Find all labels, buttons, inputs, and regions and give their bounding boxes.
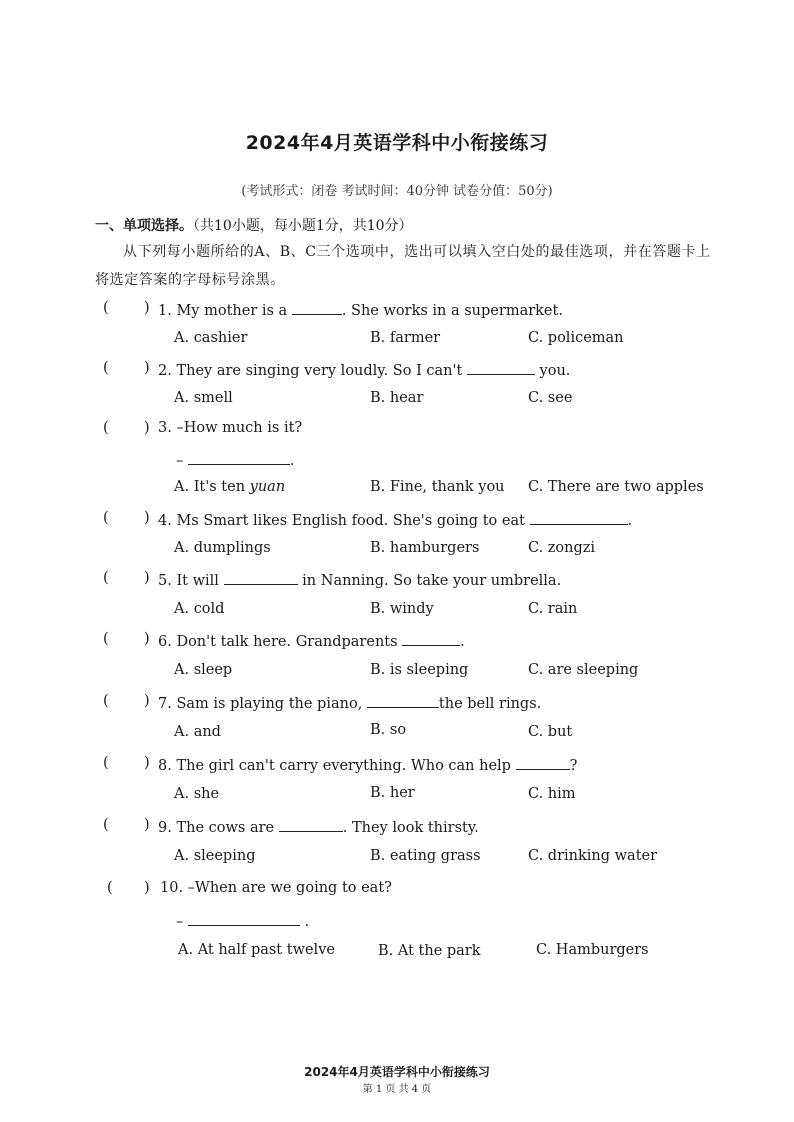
stem-after-blank: . They look thirsty. bbox=[342, 820, 479, 836]
option-b[interactable]: B. so bbox=[370, 722, 407, 738]
answer-paren-close: ) bbox=[144, 817, 150, 833]
question-number: 7. bbox=[158, 696, 172, 712]
stem-before-blank: It will bbox=[176, 573, 219, 589]
option-b[interactable]: B. her bbox=[370, 785, 415, 801]
section-instruction: 从下列每小题所给的A、B、C三个选项中，选出可以填入空白处的最佳选项，并在答题卡上将选定答案的字母标号涂黑。 bbox=[95, 244, 711, 288]
response-line: – . bbox=[176, 911, 309, 930]
stem-text: –How much is it? bbox=[176, 420, 303, 436]
option-a[interactable]: A. and bbox=[174, 724, 221, 740]
option-c[interactable]: C. but bbox=[528, 724, 573, 740]
option-b[interactable]: B. At the park bbox=[378, 943, 481, 959]
answer-paren-close: ) bbox=[144, 510, 150, 526]
option-a[interactable] bbox=[174, 479, 285, 495]
option-a[interactable]: A. At half past twelve bbox=[178, 942, 335, 958]
question-number: 2. bbox=[158, 363, 172, 379]
question-number: 6. bbox=[158, 634, 172, 650]
question-number: 8. bbox=[158, 758, 172, 774]
stem-after-blank: . She works in a supermarket. bbox=[341, 303, 563, 319]
stem-after-blank: the bell rings. bbox=[438, 696, 542, 712]
option-c[interactable]: C. are sleeping bbox=[528, 662, 639, 678]
answer-paren-close: ) bbox=[144, 570, 150, 586]
answer-paren-close: ) bbox=[144, 755, 150, 771]
option-c[interactable]: C. drinking water bbox=[528, 848, 658, 864]
answer-paren-open[interactable]: ( bbox=[103, 420, 109, 436]
answer-blank bbox=[188, 911, 300, 926]
answer-paren-close: ) bbox=[144, 880, 150, 896]
question-number: 3. bbox=[158, 420, 172, 436]
page-title: 2024年4月英语学科中小衔接练习 bbox=[245, 132, 549, 154]
stem-before-blank: They are singing very loudly. So I can't bbox=[176, 363, 463, 379]
answer-paren-close: ) bbox=[144, 693, 150, 709]
option-c[interactable]: C. zongzi bbox=[528, 540, 596, 556]
option-c[interactable]: C. Hamburgers bbox=[536, 942, 649, 958]
question-number: 1. bbox=[158, 303, 172, 319]
option-b[interactable]: B. windy bbox=[370, 601, 434, 617]
question-number: 5. bbox=[158, 573, 172, 589]
answer-paren-open[interactable]: ( bbox=[103, 631, 109, 647]
exam-info: (考试形式：闭卷 考试时间：40分钟 试卷分值：50分) bbox=[241, 184, 553, 199]
option-a[interactable]: A. cold bbox=[174, 601, 225, 617]
answer-paren-open[interactable]: ( bbox=[107, 880, 113, 896]
question-stem bbox=[158, 755, 577, 774]
stem-after-blank: you. bbox=[539, 363, 571, 379]
question-number: 10. bbox=[160, 880, 184, 896]
page-number: 第 1 页 共 4 页 bbox=[362, 1084, 432, 1095]
answer-paren-close: ) bbox=[144, 300, 150, 316]
option-a[interactable]: A. she bbox=[174, 786, 220, 802]
option-b[interactable]: B. farmer bbox=[370, 330, 441, 346]
section-name: 单项选择。 bbox=[123, 218, 193, 234]
question-stem bbox=[160, 880, 392, 896]
question-stem bbox=[158, 300, 563, 319]
stem-text: –When are we going to eat? bbox=[187, 880, 392, 896]
answer-paren-open[interactable]: ( bbox=[103, 570, 109, 586]
option-a[interactable]: A. dumplings bbox=[174, 540, 271, 556]
question-stem bbox=[158, 817, 479, 836]
answer-blank bbox=[530, 510, 628, 525]
option-a[interactable]: A. cashier bbox=[174, 330, 248, 346]
stem-after-blank: . bbox=[627, 513, 633, 529]
question-number: 4. bbox=[158, 513, 172, 529]
answer-blank bbox=[279, 817, 343, 832]
answer-blank bbox=[402, 631, 460, 646]
question-stem bbox=[158, 420, 302, 436]
answer-paren-open[interactable]: ( bbox=[103, 510, 109, 526]
option-a[interactable]: A. smell bbox=[174, 390, 233, 406]
response-line: – . bbox=[176, 450, 294, 469]
question-stem bbox=[158, 360, 570, 379]
footer-title: 2024年4月英语学科中小衔接练习 bbox=[304, 1065, 490, 1079]
answer-paren-open[interactable]: ( bbox=[103, 755, 109, 771]
answer-paren-close: ) bbox=[144, 360, 150, 376]
answer-blank bbox=[292, 300, 342, 315]
answer-paren-open[interactable]: ( bbox=[103, 817, 109, 833]
option-a[interactable]: A. sleep bbox=[174, 662, 233, 678]
answer-paren-open[interactable]: ( bbox=[103, 300, 109, 316]
section-heading bbox=[95, 215, 413, 235]
stem-after-blank: . bbox=[460, 634, 465, 650]
option-a[interactable]: A. sleeping bbox=[174, 848, 256, 864]
option-b[interactable]: B. eating grass bbox=[370, 848, 481, 864]
answer-paren-close: ) bbox=[144, 420, 150, 436]
stem-after-blank: in Nanning. So take your umbrella. bbox=[302, 573, 562, 589]
option-c[interactable]: C. him bbox=[528, 786, 576, 802]
stem-before-blank: My mother is a bbox=[176, 303, 288, 319]
stem-before-blank: Don't talk here. Grandparents bbox=[176, 634, 398, 650]
section-detail: （共10小题，每小题1分，共10分） bbox=[193, 218, 413, 234]
stem-before-blank: Sam is playing the piano, bbox=[176, 696, 363, 712]
stem-before-blank: The cows are bbox=[176, 820, 275, 836]
option-b[interactable]: B. is sleeping bbox=[370, 662, 469, 678]
answer-paren-open[interactable]: ( bbox=[103, 360, 109, 376]
question-stem bbox=[158, 510, 632, 529]
section-number: 一、 bbox=[95, 218, 123, 234]
stem-before-blank: The girl can't carry everything. Who can help bbox=[176, 758, 511, 774]
option-c[interactable]: C. policeman bbox=[528, 330, 624, 346]
option-c[interactable]: C. rain bbox=[528, 601, 578, 617]
option-a-text: A. It's ten bbox=[174, 479, 250, 495]
answer-blank bbox=[188, 450, 290, 465]
option-b[interactable]: B. Fine, thank you bbox=[370, 479, 505, 495]
option-c[interactable]: C. There are two apples bbox=[528, 479, 704, 495]
option-c[interactable]: C. see bbox=[528, 390, 573, 406]
answer-blank bbox=[516, 755, 570, 770]
answer-blank bbox=[467, 360, 535, 375]
dash: – bbox=[176, 914, 184, 930]
answer-paren-close: ) bbox=[144, 631, 150, 647]
option-b[interactable]: B. hear bbox=[370, 390, 424, 406]
question-stem bbox=[158, 631, 465, 650]
stem-after-blank: ? bbox=[569, 758, 578, 774]
dash: – bbox=[176, 453, 184, 469]
option-b[interactable]: B. hamburgers bbox=[370, 540, 480, 556]
question-stem bbox=[158, 570, 561, 589]
answer-blank bbox=[367, 693, 439, 708]
option-a-italic: yuan bbox=[249, 479, 286, 495]
question-number: 9. bbox=[158, 820, 172, 836]
answer-blank bbox=[224, 570, 298, 585]
question-stem bbox=[158, 693, 541, 712]
stem-before-blank: Ms Smart likes English food. She's going to eat bbox=[176, 513, 525, 529]
answer-paren-open[interactable]: ( bbox=[103, 693, 109, 709]
